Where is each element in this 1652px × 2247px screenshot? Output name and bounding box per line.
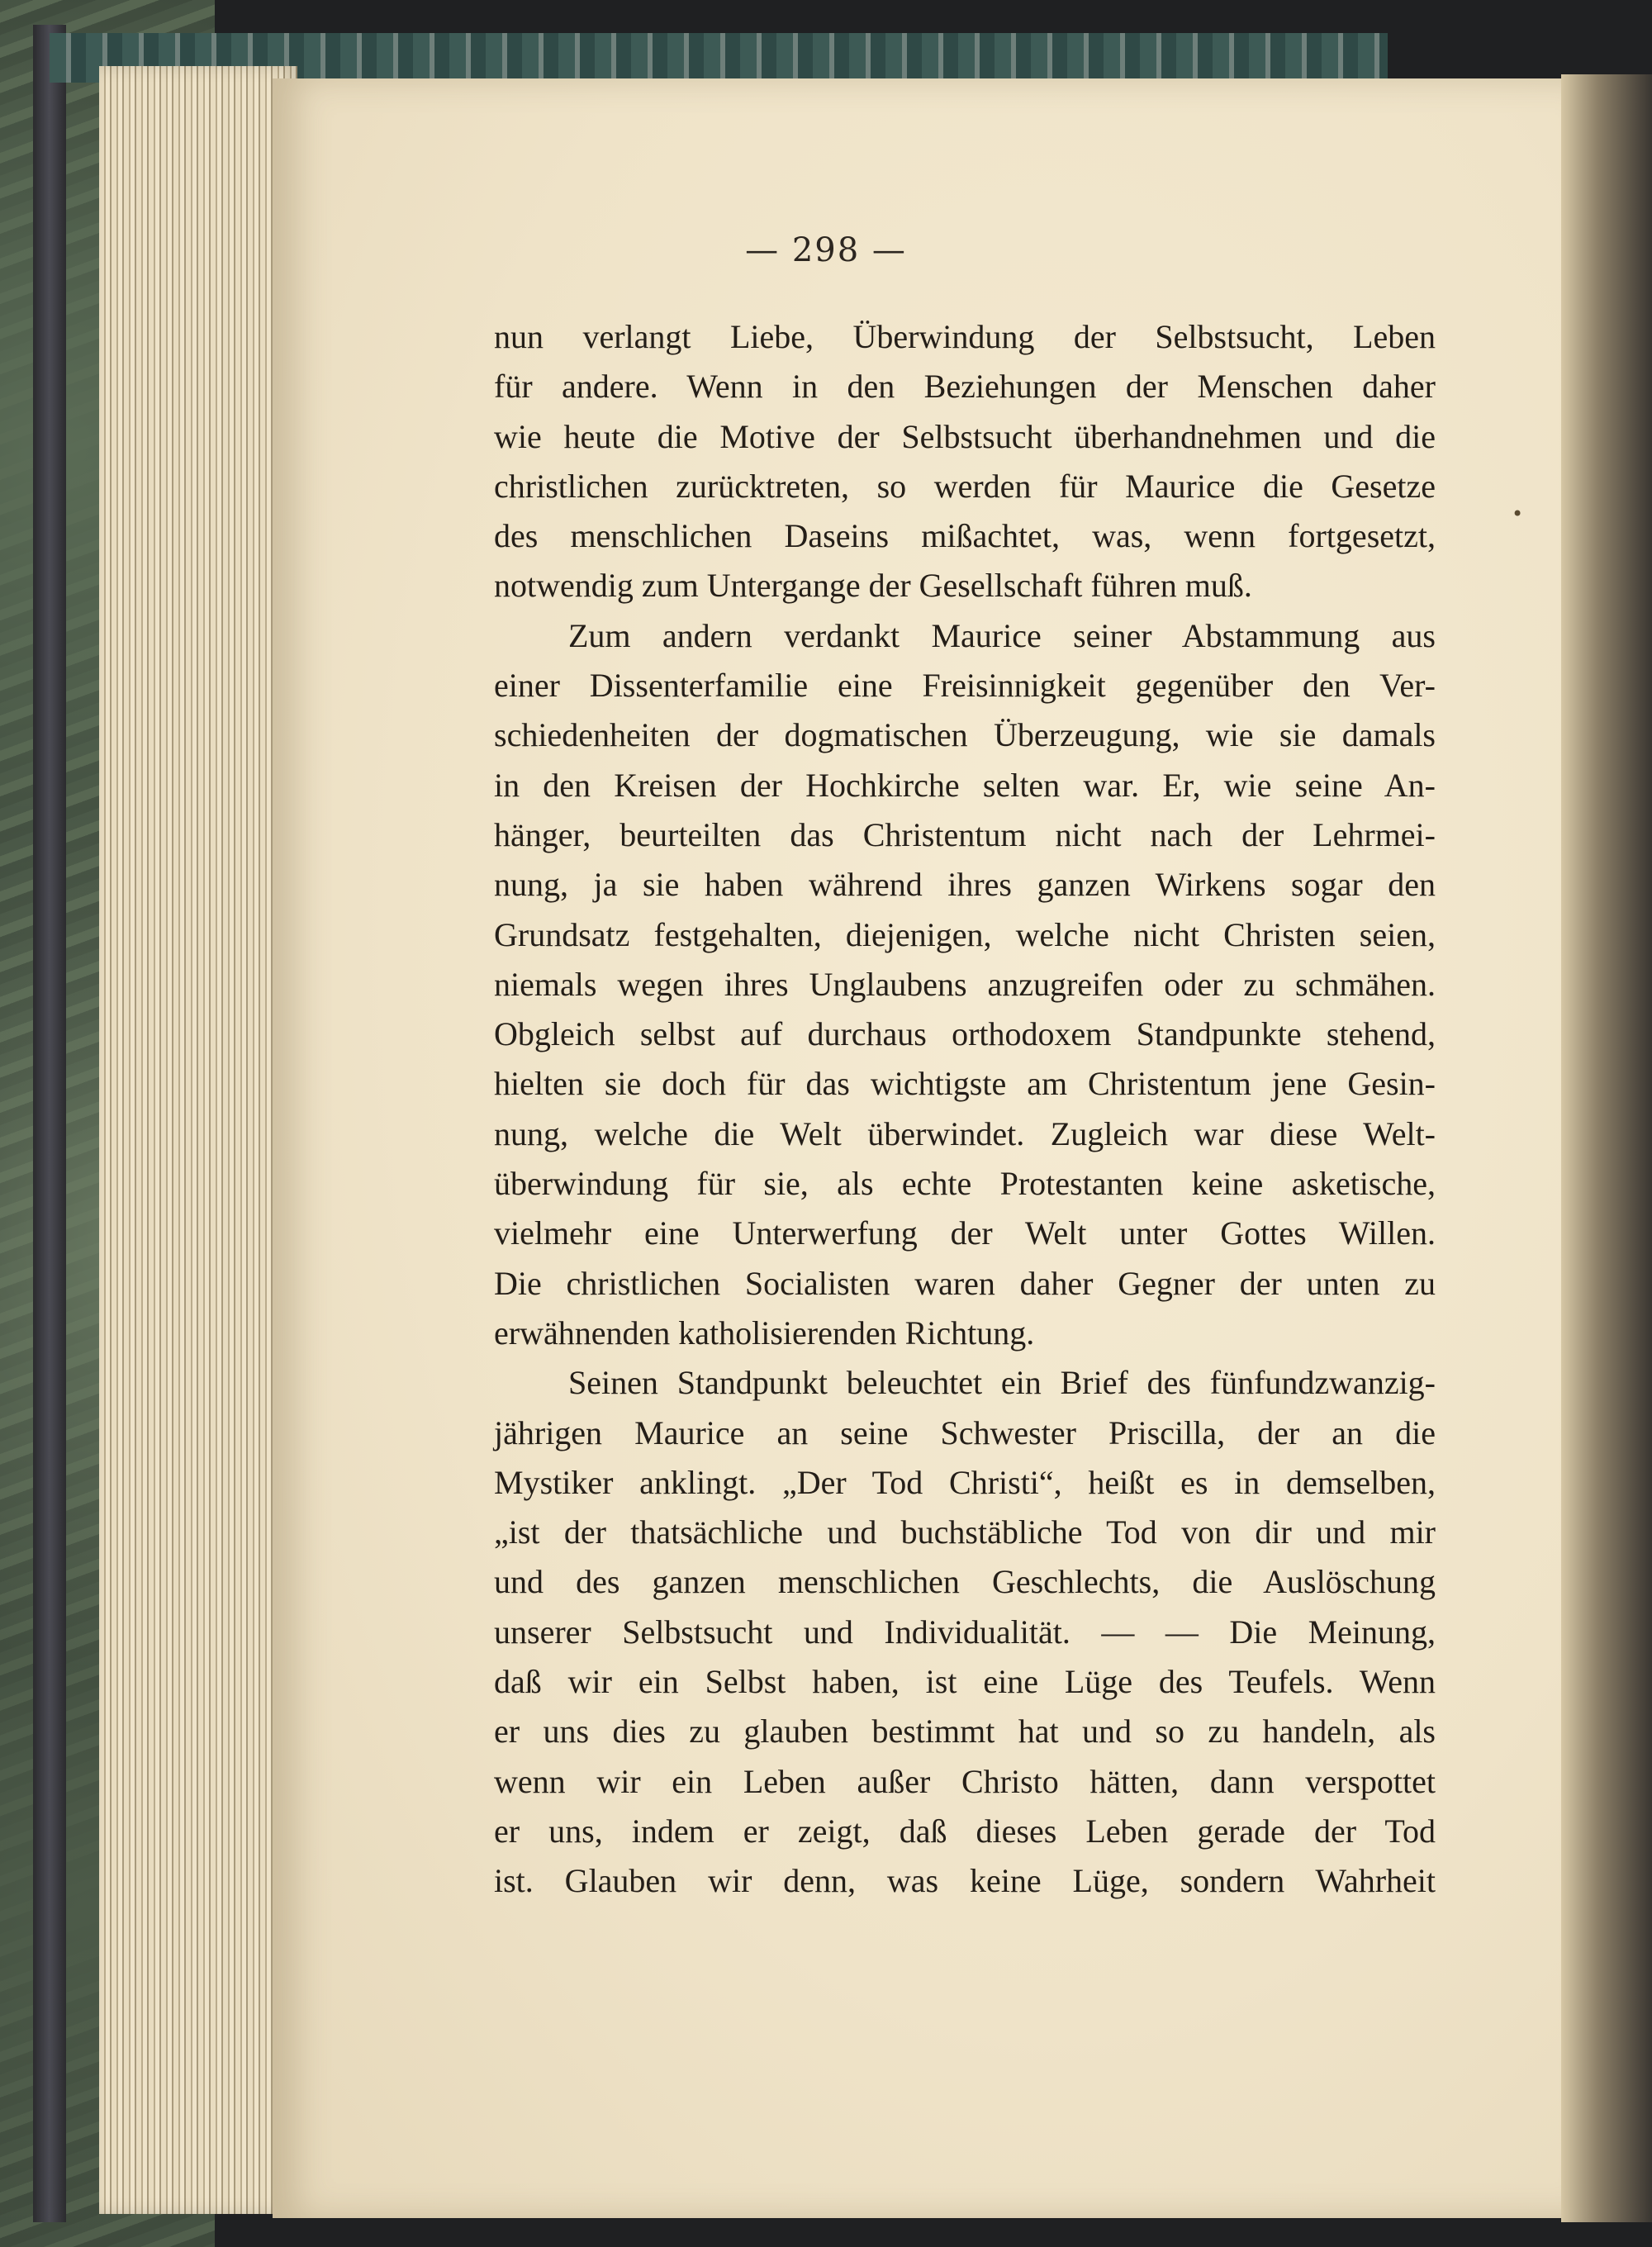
text-line: notwendig zum Untergange der Gesellschaft führen muß. xyxy=(494,567,1252,605)
text-line: „ist der thatsächliche und buchstäbliche Tod von dir und mir xyxy=(494,1513,1436,1551)
text-line: christlichen zurücktreten, so werden für Maurice die Gesetze xyxy=(494,467,1436,505)
page-stack xyxy=(99,66,297,2214)
text-line: vielmehr eine Unterwerfung der Welt unter Gottes Willen. xyxy=(494,1214,1436,1252)
text-line: Zum andern verdankt Maurice seiner Abstammung aus xyxy=(568,616,1436,654)
margin-dot-mark: • xyxy=(1512,502,1524,525)
paragraph xyxy=(494,1358,1436,1906)
text-line: er uns dies zu glauben bestimmt hat und so zu handeln, als xyxy=(494,1713,1436,1751)
text-line: nung, welche die Welt überwindet. Zugleich war diese Welt- xyxy=(494,1114,1436,1152)
page-number: — 298 — xyxy=(745,231,907,269)
text-line: hielten sie doch für das wichtigste am Christentum jene Gesin- xyxy=(494,1065,1436,1103)
text-line: einer Dissenterfamilie eine Freisinnigkeit gegenüber den Ver- xyxy=(494,667,1436,705)
text-line: nung, ja sie haben während ihres ganzen Wirkens sogar den xyxy=(494,866,1436,904)
text-line: Grundsatz festgehalten, diejenigen, welche nicht Christen seien, xyxy=(494,915,1436,953)
text-line: Die christlichen Socialisten waren daher Gegner der unten zu xyxy=(494,1264,1436,1302)
text-line: des menschlichen Daseins mißachtet, was, wenn fortgesetzt, xyxy=(494,517,1436,555)
text-line: erwähnenden katholisierenden Richtung. xyxy=(494,1314,1035,1352)
text-line: hänger, beurteilten das Christentum nicht nach der Lehrmei- xyxy=(494,815,1436,853)
text-line: Seinen Standpunkt beleuchtet ein Brief des fünfundzwanzig- xyxy=(568,1364,1436,1402)
text-line: wie heute die Motive der Selbstsucht überhandnehmen und die xyxy=(494,417,1436,455)
text-line: überwindung für sie, als echte Protestanten keine asketische, xyxy=(494,1165,1436,1203)
paragraph xyxy=(494,312,1436,611)
body-text xyxy=(494,312,1436,1907)
text-line: daß wir ein Selbst haben, ist eine Lüge des Teufels. Wenn xyxy=(494,1663,1436,1701)
paragraph xyxy=(494,611,1436,1358)
page-gutter-shadow xyxy=(1561,74,1652,2222)
text-line: er uns, indem er zeigt, daß dieses Leben gerade der Tod xyxy=(494,1812,1436,1850)
text-line: in den Kreisen der Hochkirche selten war. Er, wie seine An- xyxy=(494,766,1436,804)
text-line: wenn wir ein Leben außer Christo hätten, dann verspottet xyxy=(494,1762,1436,1800)
text-line: Mystiker anklingt. „Der Tod Christi“, heißt es in demselben, xyxy=(494,1463,1436,1501)
text-line: ist. Glauben wir denn, was keine Lüge, sondern Wahrheit xyxy=(494,1862,1436,1900)
text-line: schiedenheiten der dogmatischen Überzeugung, wie sie damals xyxy=(494,716,1436,754)
text-line: nun verlangt Liebe, Überwindung der Selbstsucht, Leben xyxy=(494,318,1436,355)
text-line: jährigen Maurice an seine Schwester Priscilla, der an die xyxy=(494,1413,1436,1451)
cover-edge xyxy=(33,25,66,2222)
text-line: niemals wegen ihres Unglaubens anzugreifen oder zu schmähen. xyxy=(494,965,1436,1003)
text-line: unserer Selbstsucht und Individualität. — — Die Meinung, xyxy=(494,1613,1436,1651)
text-line: und des ganzen menschlichen Geschlechts, die Auslöschung xyxy=(494,1563,1436,1601)
text-line: für andere. Wenn in den Beziehungen der Menschen daher xyxy=(494,368,1436,406)
text-line: Obgleich selbst auf durchaus orthodoxem Standpunkte stehend, xyxy=(494,1015,1436,1053)
